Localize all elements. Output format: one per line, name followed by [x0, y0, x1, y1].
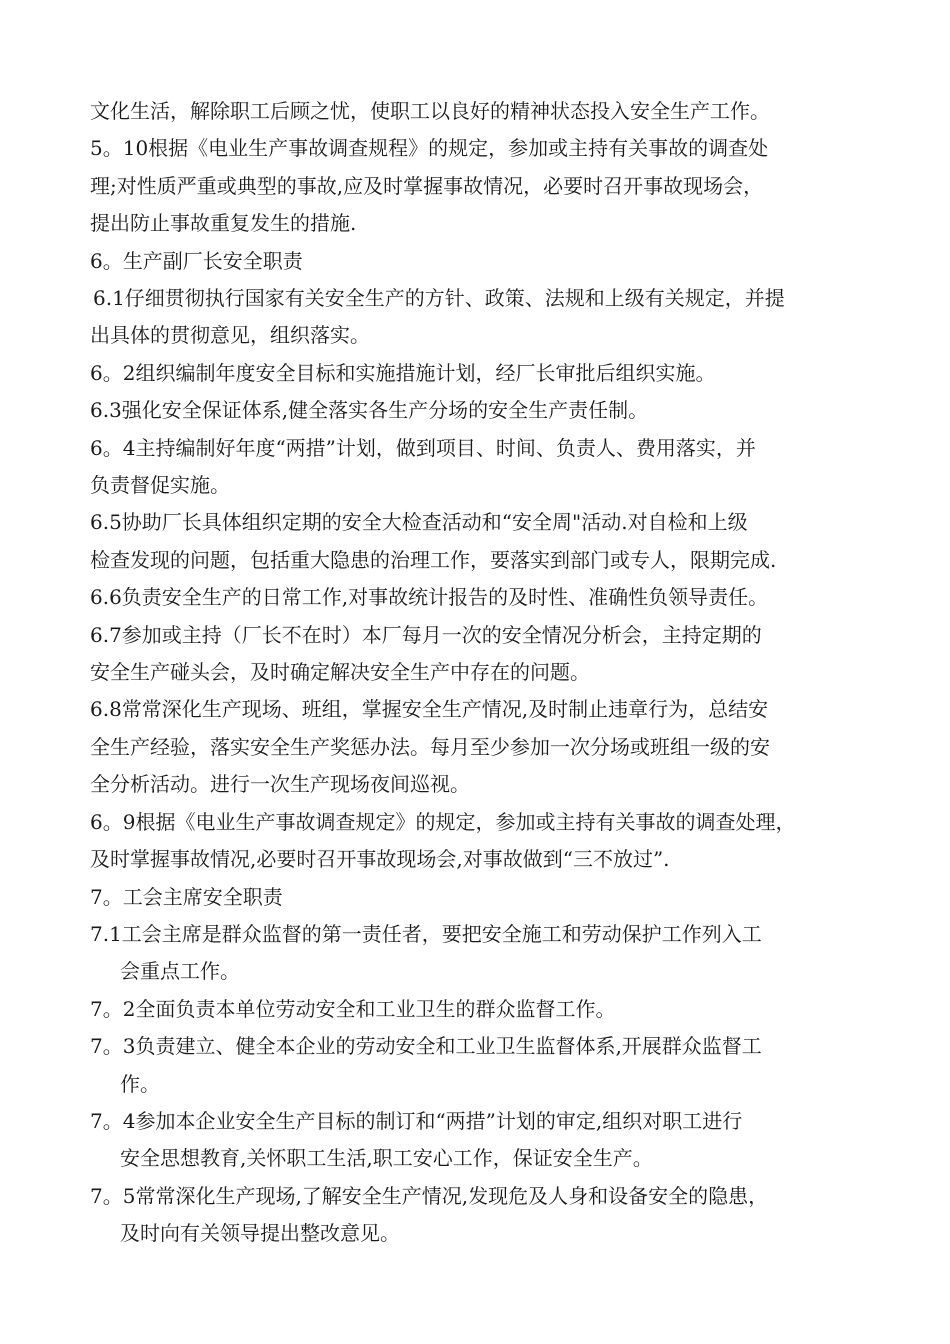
section-heading: 6。生产副厂长安全职责 [90, 249, 303, 273]
text-line: 7。5常常深化生产现场,了解安全生产情况,发现危及人身和设备安全的隐患， [90, 1184, 769, 1208]
text-line: 7。4参加本企业安全生产目标的制订和“两措”计划的审定,组织对职工进行 [90, 1109, 743, 1133]
text-line: 检查发现的问题，包括重大隐患的治理工作，要落实到部门或专人，限期完成. [90, 548, 777, 572]
text-line: 及时向有关领导提出整改意见。 [120, 1221, 400, 1245]
text-line: 7.1工会主席是群众监督的第一责任者，要把安全施工和劳动保护工作列入工 [90, 922, 762, 946]
text-line: 会重点工作。 [120, 959, 240, 983]
text-line: 负责督促实施。 [90, 473, 230, 497]
text-line: 6.6负责安全生产的日常工作,对事故统计报告的及时性、准确性负领导责任。 [90, 585, 769, 609]
text-line: 及时掌握事故情况,必要时召开事故现场会,对事故做到“三不放过”. [90, 847, 670, 871]
text-line: 理;对性质严重或典型的事故,应及时掌握事故情况，必要时召开事故现场会， [90, 174, 764, 198]
text-line: 出具体的贯彻意见，组织落实。 [90, 323, 370, 347]
text-line: 6。9根据《电业生产事故调查规定》的规定，参加或主持有关事故的调查处理， [90, 810, 796, 834]
text-line: 6.3强化安全保证体系,健全落实各生产分场的安全生产责任制。 [90, 398, 649, 422]
text-line: 7。2全面负责本单位劳动安全和工业卫生的群众监督工作。 [90, 997, 616, 1021]
text-line: 提出防止事故重复发生的措施. [90, 211, 357, 235]
text-line: 6.5协助厂长具体组织定期的安全大检查活动和“安全周"活动.对自检和上级 [90, 510, 748, 534]
text-line: 6。2组织编制年度安全目标和实施措施计划，经厂长审批后组织实施。 [90, 361, 716, 385]
text-line: 6.7参加或主持（厂长不在时）本厂每月一次的安全情况分析会，主持定期的 [90, 623, 762, 647]
text-line: 全分析活动。进行一次生产现场夜间巡视。 [90, 772, 470, 796]
text-line: 安全生产碰头会，及时确定解决安全生产中存在的问题。 [90, 660, 590, 684]
text-line: 5。10根据《电业生产事故调查规程》的规定，参加或主持有关事故的调查处 [90, 136, 769, 160]
text-line: 6.1仔细贯彻执行国家有关安全生产的方针、政策、法规和上级有关规定，并提 [93, 286, 785, 310]
text-line: 全生产经验，落实安全生产奖惩办法。每月至少参加一次分场或班组一级的安 [90, 735, 770, 759]
section-heading: 7。工会主席安全职责 [90, 885, 283, 909]
text-line: 6。4主持编制好年度“两措”计划，做到项目、时间、负责人、费用落实，并 [90, 436, 756, 460]
text-line: 文化生活，解除职工后顾之忧，使职工以良好的精神状态投入安全生产工作。 [90, 99, 770, 123]
text-line: 6.8常常深化生产现场、班组，掌握安全生产情况,及时制止违章行为，总结安 [90, 697, 769, 721]
text-line: 作。 [120, 1072, 160, 1096]
text-line: 7。3负责建立、健全本企业的劳动安全和工业卫生监督体系,开展群众监督工 [90, 1034, 762, 1058]
text-line: 安全思想教育,关怀职工生活,职工安心工作，保证安全生产。 [120, 1146, 653, 1170]
